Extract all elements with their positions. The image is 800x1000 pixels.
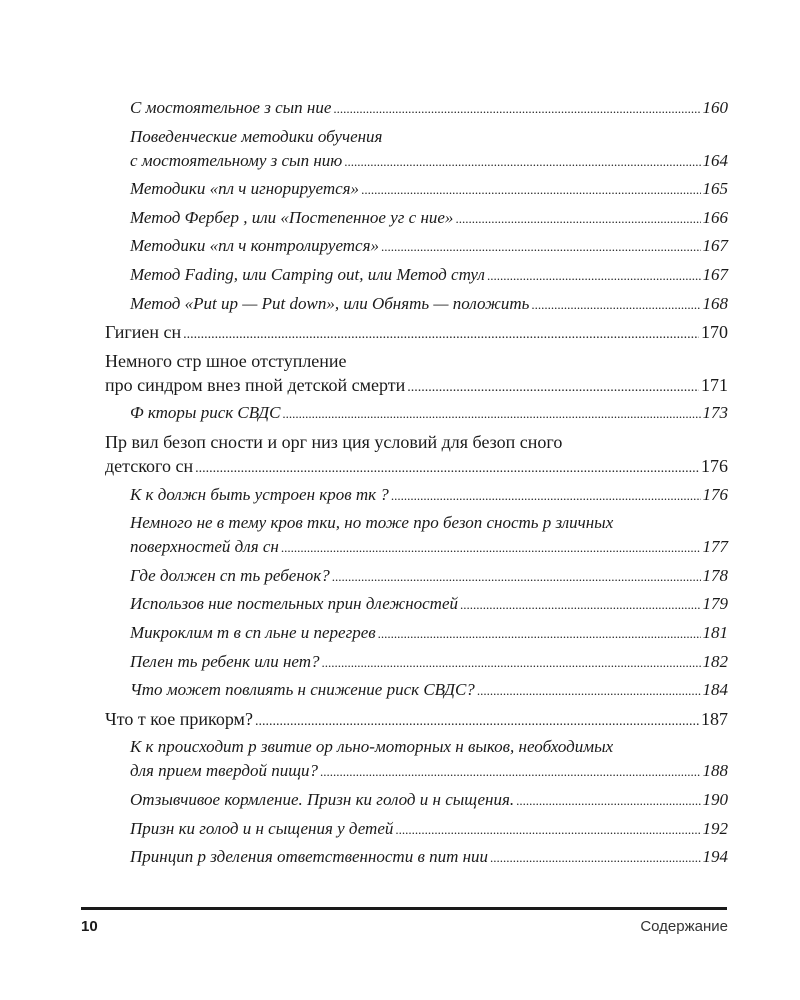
toc-entry-title: Методики «пл ч игнорируется» [130,179,360,199]
toc-entry-line [130,483,728,507]
toc-page-number: 194 [702,847,728,867]
toc-dot-leader [487,264,701,288]
toc-entry-line [130,535,728,559]
toc-page-number: 167 [702,265,728,284]
toc-entry-title: Немного стр шное отступление [105,350,347,371]
toc-entry-title: Призн ки голод и н сыщения у детей [130,818,394,838]
toc-entry-line [130,96,728,120]
toc-entry-title: Что т кое прикорм? [105,708,253,729]
toc-entry-line [130,735,728,759]
toc-entry-line [105,707,728,731]
toc-entry-line [130,650,728,674]
toc-page-number: 160 [702,98,728,117]
toc-page-number: 171 [701,374,728,395]
toc-dot-leader [183,323,699,347]
toc-page-number: 176 [701,456,728,476]
toc-entry-title: Немного не в тему кров тки, но тоже про безоп сность р зличных [130,513,614,533]
toc-page-number: 192 [702,818,728,838]
toc-dot-leader [395,818,700,842]
toc-dot-leader [516,789,700,813]
toc-dot-leader [477,679,701,703]
toc-page-number: 170 [701,322,728,343]
toc-entry-line [130,263,728,287]
toc-entry-line [130,592,728,616]
toc-entry-line [105,430,728,454]
toc-page-number: 167 [702,236,728,256]
toc-entry-title: для прием твердой пищи? [130,761,319,781]
toc-entry-title: Пр вил безоп сности и орг низ ция условий для безоп сного [105,432,563,452]
toc-entry-line [130,234,728,258]
toc-page-number: 184 [702,680,728,700]
toc-entry-title: Отзывчивое кормление. Призн ки голод и н сыщения. [130,790,515,809]
toc-entry-line [130,564,728,588]
toc-entry-line [130,149,728,173]
toc-dot-leader [455,207,700,231]
toc-dot-leader [321,651,700,675]
toc-entry-line [105,454,728,478]
toc-entry-title: поверхностей для сн [130,537,279,557]
toc-dot-leader [195,457,699,481]
footer-rule [81,907,727,910]
toc-page-number: 168 [702,293,728,313]
toc-page-number: 181 [702,623,728,642]
toc-entry-title: Метод Fading, или Camping out, или Метод стул [130,265,485,284]
toc-page-number: 165 [702,179,728,199]
toc-entry-title: Метод «Put up — Put down», или Обнять — положить [130,293,530,313]
toc-dot-leader [378,622,701,646]
toc-page-number: 182 [702,651,728,671]
toc-entry-title: Ф кторы риск СВДС [130,403,281,423]
toc-entry-line [105,320,728,344]
toc-entry-title: про синдром внез пной детской смерти [105,374,406,395]
toc-page-number: 179 [702,594,728,614]
toc-entry-line [130,206,728,230]
toc-page-number: 190 [702,790,728,809]
toc-page-number: 187 [701,708,728,729]
toc-entry-line [105,373,728,397]
toc-entry-title: Поведенческие методики обучения [130,126,383,146]
toc-entry-title: Микроклим т в сп льне и перегрев [130,623,376,642]
toc-dot-leader [490,846,700,870]
toc-dot-leader [407,376,699,400]
toc-entry-title: С мостоятельное з сып ние [130,98,332,117]
toc-entry-line [130,292,728,316]
toc-dot-leader [255,710,699,734]
toc-entry-line [130,177,728,201]
toc-entry-line [130,401,728,425]
toc-entry-line [130,845,728,869]
toc-dot-leader [282,402,700,426]
toc-entry-line [130,678,728,702]
toc-page-number: 166 [702,207,728,227]
toc-dot-leader [381,235,701,259]
toc-entry-title: Что может повлиять н снижение риск СВДС? [130,680,475,700]
toc-entry-line [130,511,728,535]
toc-dot-leader [460,593,700,617]
toc-entry-title: Гигиен сн [105,322,182,343]
toc-page-number: 173 [702,403,728,423]
toc-entry-title: детского сн [105,456,194,476]
footer-section-title: Содержание [640,918,728,935]
toc-entry-title: К к должн быть устроен кров тк ? [130,484,389,504]
toc-entry-title: Где должен сп ть ребенок? [130,565,330,585]
toc-entry-title: Пелен ть ребенк или нет? [130,651,320,671]
toc-dot-leader [332,565,701,589]
toc-page-number: 164 [702,150,728,170]
toc-entry-title: Методики «пл ч контролируется» [130,236,379,256]
toc-dot-leader [344,150,700,174]
toc-entry-line [130,817,728,841]
toc-page-number: 178 [702,565,728,585]
toc-dot-leader [391,484,701,508]
toc-dot-leader [333,97,700,121]
toc-entry-line [130,125,728,149]
toc-page-number: 176 [702,484,728,504]
toc-page-number: 177 [702,537,728,557]
toc-dot-leader [320,760,700,784]
toc-dot-leader [531,293,700,317]
toc-entry-title: Использов ние постельных прин длежностей [130,594,459,614]
toc-entry-line [105,349,728,373]
toc-entry-line [130,759,728,783]
footer-page-number: 10 [81,918,98,935]
toc-dot-leader [361,178,700,202]
toc-entry-title: Метод Фербер , или «Постепенное уг с ние» [130,207,454,227]
toc-entry-title: с мостоятельному з сып нию [130,150,343,170]
toc-page-number: 188 [702,761,728,781]
toc-dot-leader [281,536,701,560]
toc-entry-line [130,788,728,812]
toc-entry-title: К к происходит р звитие ор льно-моторных н выков, необходимых [130,737,614,757]
toc-entry-line [130,621,728,645]
toc-entry-title: Принцип р зделения ответственности в пит нии [130,847,489,867]
